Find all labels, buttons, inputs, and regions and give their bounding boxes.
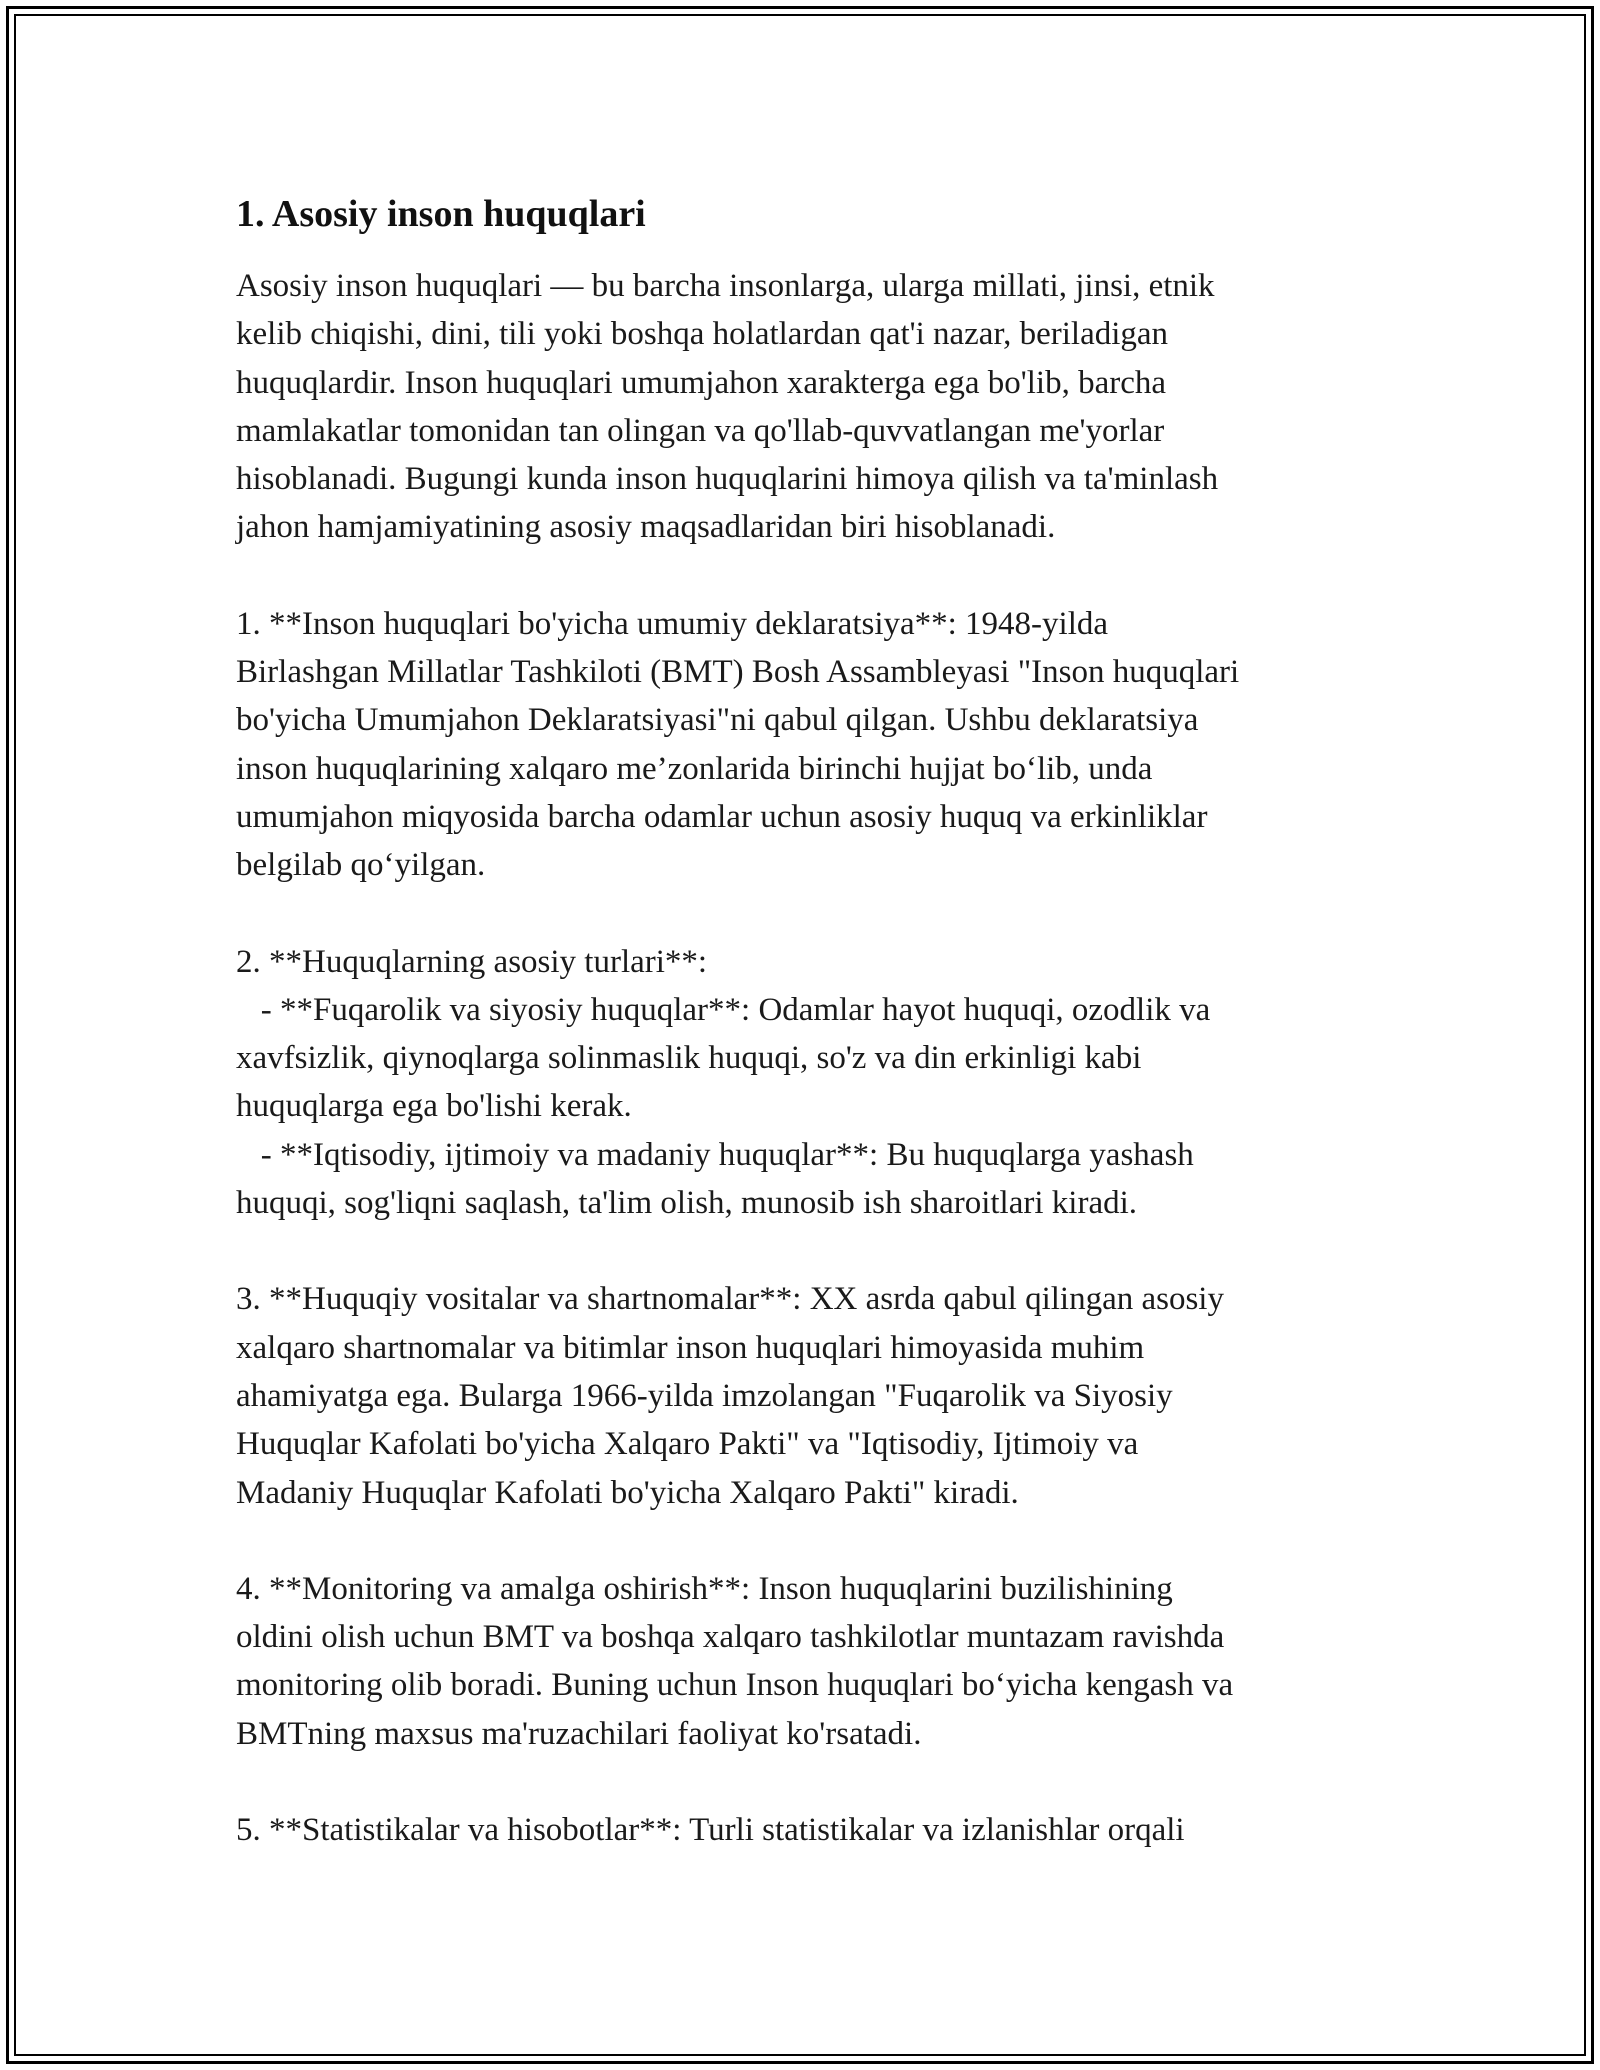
section-title: 1. Asosiy inson huquqlari bbox=[236, 193, 646, 235]
paragraph-declaration: 1. **Inson huquqlari bo'yicha umumiy deklaratsiya**: 1948-yilda Birlashgan Millatlar Tashkiloti (BMT) Bosh Assambleyasi "Inson huquqlari bo'yicha Umumjahon Deklaratsiyasi"ni qabul qilgan. Ushbu deklaratsiya inson huquqlarining xalqaro me’zonlarida birinchi hujjat bo‘lib, unda umumjahon miqyosida barcha odamlar uchun asosiy huquq va erkinliklar belgilab qo‘yilgan. bbox=[236, 605, 1240, 884]
paragraph-rights-types: 2. **Huquqlarning asosiy turlari**: - **Fuqarolik va siyosiy huquqlar**: Odamlar hayot huquqi, ozodlik va xavfsizlik, qiynoqlarga solinmaslik huquqi, so'z va din erkinligi kabi huquqlarga ega bo'lishi kerak. - **Iqtisodiy, ijtimoiy va madaniy huquqlar**: Bu huquqlarga yashash huquqi, sog'liqni saqlash, ta'lim olish, munosib ish sharoitlari kiradi. bbox=[236, 943, 1211, 1222]
paragraph-legal-instruments: 3. **Huquqiy vositalar va shartnomalar**: XX asrda qabul qilingan asosiy xalqaro shartnomalar va bitimlar inson huquqlari himoyasida muhim ahamiyatga ega. Bularga 1966-yilda imzolangan "Fuqarolik va Siyosiy Huquqlar Kafolati bo'yicha Xalqaro Pakti" va "Iqtisodiy, Ijtimoiy va Madaniy Huquqlar Kafolati bo'yicha Xalqaro Pakti" kiradi. bbox=[236, 1281, 1224, 1511]
paragraph-monitoring: 4. **Monitoring va amalga oshirish**: Inson huquqlarini buzilishining oldini olish uchun BMT va boshqa xalqaro tashkilotlar muntazam ravishda monitoring olib boradi. Buning uchun Inson huquqlari bo‘yicha kengash va BMTning maxsus ma'ruzachilari faoliyat ko'rsatadi. bbox=[236, 1570, 1234, 1752]
document-page bbox=[236, 190, 1376, 1854]
paragraph-statistics: 5. **Statistikalar va hisobotlar**: Turli statistikalar va izlanishlar orqali bbox=[236, 1812, 1185, 1849]
paragraph-intro: Asosiy inson huquqlari — bu barcha insonlarga, ularga millati, jinsi, etnik kelib chiqishi, dini, tili yoki boshqa holatlardan qat'i nazar, beriladigan huquqlardir. Inson huquqlari umumjahon xarakterga ega bo'lib, barcha mamlakatlar tomonidan tan olingan va qo'llab-quvvatlangan me'yorlar hisoblanadi. Bugungi kunda inson huquqlarini himoya qilish va ta'minlash jahon hamjamiyatining asosiy maqsadlaridan biri hisoblanadi. bbox=[236, 268, 1219, 546]
